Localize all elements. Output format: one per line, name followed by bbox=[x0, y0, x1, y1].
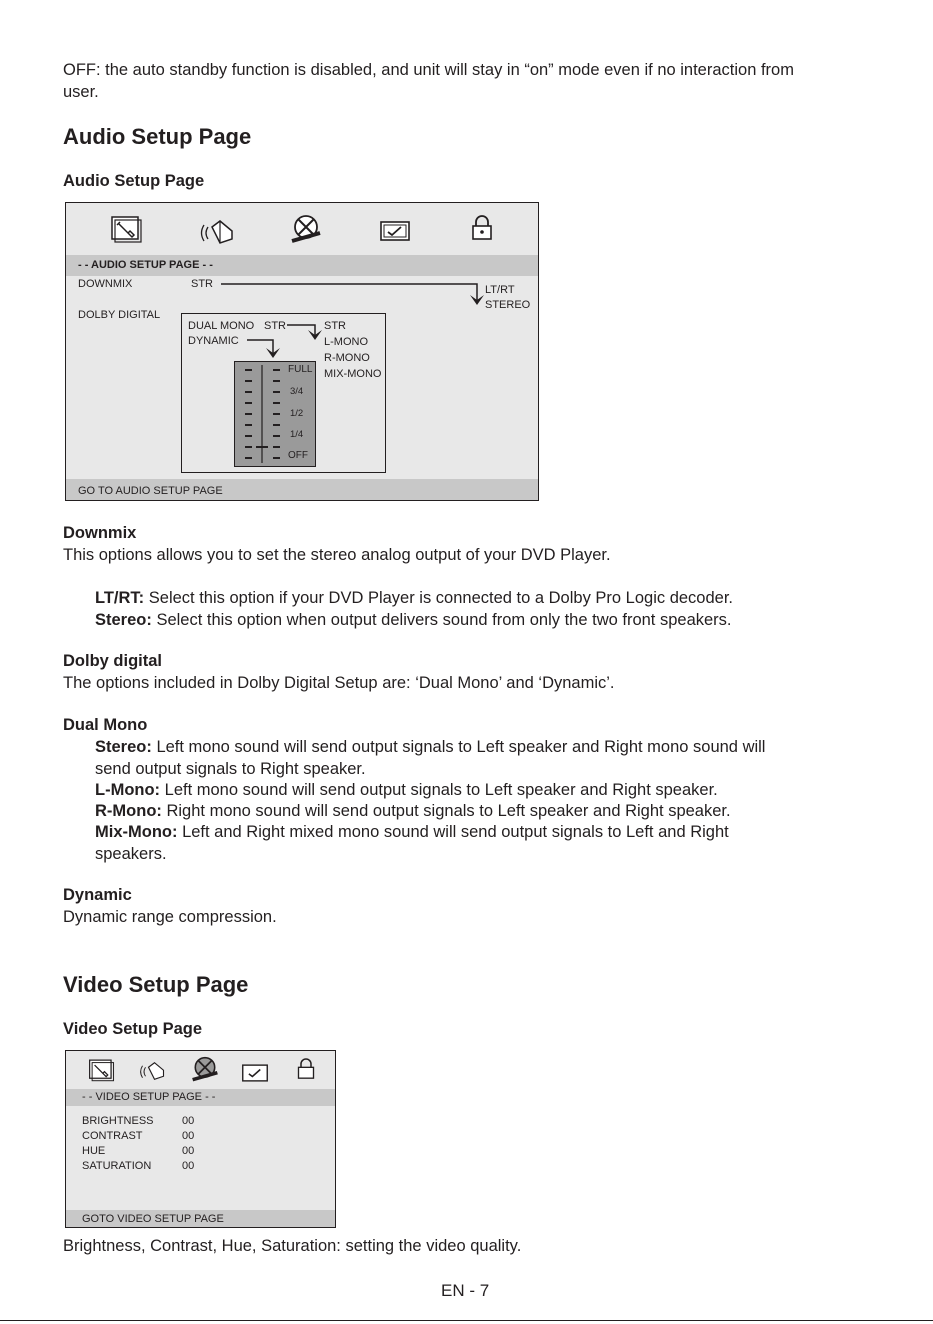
ltrt-line bbox=[95, 588, 733, 610]
dolby-digital-label[interactable]: DOLBY DIGITAL bbox=[78, 309, 161, 321]
intro-off-line1: OFF: the auto standby function is disabled, and unit will stay in “on” mode even if no interaction from bbox=[63, 61, 794, 79]
brightness-value: 00 bbox=[182, 1115, 195, 1127]
dual-option-lmono[interactable]: L-MONO bbox=[324, 336, 368, 348]
downmix-label[interactable]: DOWNMIX bbox=[78, 278, 133, 290]
hue-value: 00 bbox=[182, 1145, 195, 1157]
audio-heading: Audio Setup Page bbox=[63, 124, 252, 149]
rmono-label: R-Mono: bbox=[95, 802, 162, 820]
dyn-level-off[interactable]: OFF bbox=[288, 450, 308, 461]
contrast-label[interactable]: CONTRAST bbox=[82, 1130, 143, 1142]
general-setup-icon[interactable] bbox=[88, 1058, 116, 1082]
stereo-text: Select this option when output delivers sound from only the two front speakers. bbox=[151, 611, 732, 629]
video-reel-icon[interactable] bbox=[189, 1055, 221, 1085]
downmix-text: This options allows you to set the stereo analog output of your DVD Player. bbox=[63, 546, 611, 564]
audio-menu-footer[interactable]: GO TO AUDIO SETUP PAGE bbox=[78, 485, 223, 497]
lmono-label: L-Mono: bbox=[95, 781, 161, 799]
page-number: EN - 7 bbox=[441, 1281, 490, 1300]
audio-menu-arrows bbox=[66, 203, 540, 502]
video-heading: Video Setup Page bbox=[63, 972, 249, 997]
downmix-value: STR bbox=[191, 278, 213, 290]
video-setup-menu bbox=[65, 1050, 336, 1228]
dyn-level-3-4[interactable]: 3/4 bbox=[290, 386, 304, 397]
password-lock-icon[interactable] bbox=[296, 1058, 316, 1080]
preference-icon[interactable] bbox=[241, 1063, 269, 1083]
mixmono-text: Left and Right mixed mono sound will send output signals to Left and Right bbox=[177, 823, 729, 841]
dm-stereo-label: Stereo: bbox=[95, 738, 152, 756]
dm-stereo-text2: send output signals to Right speaker. bbox=[95, 760, 366, 778]
video-menu-title: - - VIDEO SETUP PAGE - - bbox=[82, 1091, 216, 1103]
dm-stereo-text: Left mono sound will send output signals to Left speaker and Right mono sound will bbox=[151, 738, 766, 756]
brightness-label[interactable]: BRIGHTNESS bbox=[82, 1115, 154, 1127]
dm-stereo-line bbox=[95, 737, 765, 759]
saturation-value: 00 bbox=[182, 1160, 195, 1172]
dyn-level-1-2[interactable]: 1/2 bbox=[290, 408, 304, 419]
dual-mono-heading: Dual Mono bbox=[63, 716, 148, 734]
lmono-line bbox=[95, 780, 718, 802]
stereo-line bbox=[95, 610, 732, 632]
ltrt-label: LT/RT: bbox=[95, 589, 145, 607]
dual-mono-label[interactable]: DUAL MONO bbox=[188, 320, 255, 332]
downmix-option-ltrt[interactable]: LT/RT bbox=[485, 284, 515, 296]
dynamic-label[interactable]: DYNAMIC bbox=[188, 335, 239, 347]
stereo-label: Stereo: bbox=[95, 611, 152, 629]
downmix-heading: Downmix bbox=[63, 524, 137, 542]
intro-off-line2: user. bbox=[63, 83, 99, 101]
contrast-value: 00 bbox=[182, 1130, 195, 1142]
rmono-text: Right mono sound will send output signals to Left speaker and Right speaker. bbox=[161, 802, 731, 820]
hue-label[interactable]: HUE bbox=[82, 1145, 106, 1157]
video-subheading: Video Setup Page bbox=[63, 1020, 203, 1038]
audio-speaker-icon[interactable] bbox=[138, 1059, 168, 1083]
audio-setup-menu bbox=[65, 202, 539, 501]
dynamic-heading: Dynamic bbox=[63, 886, 132, 904]
mixmono-line bbox=[95, 822, 729, 844]
dolby-heading: Dolby digital bbox=[63, 652, 162, 670]
lmono-text: Left mono sound will send output signals to Left speaker and Right speaker. bbox=[160, 781, 718, 799]
dual-option-str[interactable]: STR bbox=[324, 320, 346, 332]
bottom-rule bbox=[0, 1320, 933, 1321]
dyn-level-full[interactable]: FULL bbox=[288, 364, 313, 375]
audio-menu-title: - - AUDIO SETUP PAGE - - bbox=[78, 259, 213, 271]
downmix-option-stereo[interactable]: STEREO bbox=[485, 299, 531, 311]
dual-mono-value: STR bbox=[264, 320, 286, 332]
mixmono-text2: speakers. bbox=[95, 845, 167, 863]
ltrt-text: Select this option if your DVD Player is connected to a Dolby Pro Logic decoder. bbox=[144, 589, 733, 607]
mixmono-label: Mix-Mono: bbox=[95, 823, 178, 841]
video-caption: Brightness, Contrast, Hue, Saturation: setting the video quality. bbox=[63, 1237, 522, 1255]
video-menu-footer[interactable]: GOTO VIDEO SETUP PAGE bbox=[82, 1213, 224, 1225]
dolby-text: The options included in Dolby Digital Setup are: ‘Dual Mono’ and ‘Dynamic’. bbox=[63, 674, 615, 692]
audio-subheading: Audio Setup Page bbox=[63, 172, 205, 190]
rmono-line bbox=[95, 801, 731, 823]
dyn-level-1-4[interactable]: 1/4 bbox=[290, 429, 304, 440]
dynamic-text: Dynamic range compression. bbox=[63, 908, 277, 926]
dual-option-mixmono[interactable]: MIX-MONO bbox=[324, 368, 382, 380]
dual-option-rmono[interactable]: R-MONO bbox=[324, 352, 370, 364]
saturation-label[interactable]: SATURATION bbox=[82, 1160, 152, 1172]
